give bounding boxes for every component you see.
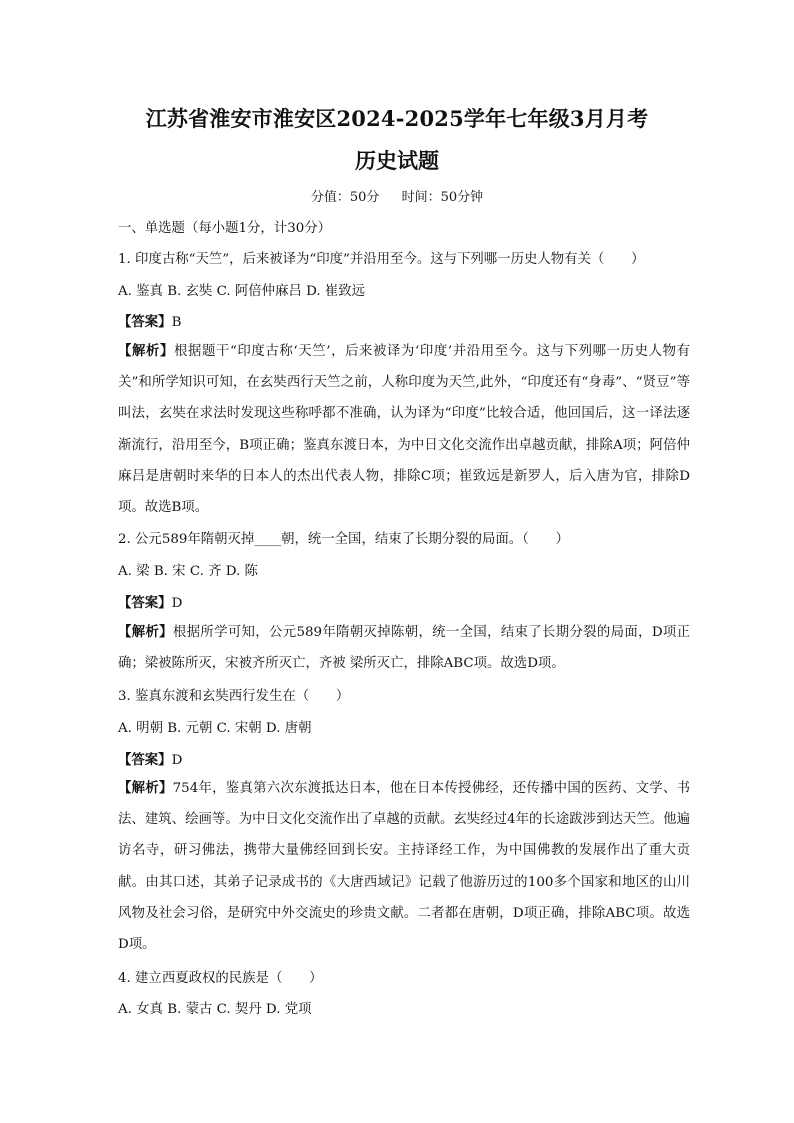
analysis-text: 754年，鉴真第六次东渡抵达日本，他在日本传授佛经，还传播中国的医药、文学、书法、建筑、绘画等。为中日文化交流作出了卓越的贡献。玄奘经过4年的长途跋涉到达天竺。他遍访名寺，研习佛法，携带大量佛经回到长安。主持译经工作，为中国佛教的发展作出了重大贡献。由其口述，其弟子记录成书的《大唐西域记》记载了他游历过的100多个国家和地区的山川风物及社会习俗，是研究中外交流史的珍贵文献。二者都在唐朝，D项正确，排除ABC项。故选D项。 bbox=[118, 781, 691, 953]
answer-row bbox=[118, 592, 688, 611]
question-options: A. 梁 B. 宋 C. 齐 D. 陈 bbox=[118, 564, 258, 579]
page-subtitle: 历史试题 bbox=[355, 148, 439, 173]
section-heading: 一、单选题（每小题1分，计30分） bbox=[118, 221, 332, 236]
analysis-label: 【解析】 bbox=[118, 624, 173, 640]
answer-label: 【答案】 bbox=[118, 752, 172, 768]
analysis-block bbox=[118, 336, 690, 523]
question-stem: 1. 印度古称“天竺”，后来被译为“印度”并沿用至今。这与下列哪一历史人物有关（ ） bbox=[118, 252, 645, 267]
answer-value: D bbox=[171, 753, 183, 768]
answer-row bbox=[118, 311, 688, 330]
score-info: 分值：50分 bbox=[310, 190, 380, 205]
analysis-text: 根据题干“印度古称‘天竺’，后来被译为‘印度’并沿用至今。这与下列哪一历史人物有关”和所学知识可知，在玄奘西行天竺之前，人称印度为天竺,此外，“印度还有“身毒”、“贤豆”等叫法，玄奘在求法时发现这些称呼都不准确，认为译为“印度”比较合适，他回国后，这一译法逐渐流行，沿用至今，B项正确；鉴真东渡日本，为中日文化交流作出卓越贡献，排除A项；阿倍仲麻吕是唐朝时来华的日本人的杰出代表人物，排除C项；崔致远是新罗人，后入唐为官，排除D项。故选B项。 bbox=[118, 344, 691, 516]
answer-value: B bbox=[171, 315, 182, 330]
analysis-block bbox=[118, 773, 690, 960]
page-title: 江苏省淮安市淮安区2024-2025学年七年级3月月考 bbox=[145, 106, 649, 131]
answer-label: 【答案】 bbox=[118, 314, 172, 330]
answer-value: D bbox=[171, 596, 183, 611]
analysis-label: 【解析】 bbox=[118, 780, 173, 796]
analysis-label: 【解析】 bbox=[118, 343, 174, 359]
question-options: A. 鉴真 B. 玄奘 C. 阿倍仲麻吕 D. 崔致远 bbox=[118, 284, 366, 299]
question-stem: 2. 公元589年隋朝灭掉____朝，统一全国，结束了长期分裂的局面。（ ） bbox=[118, 532, 569, 547]
answer-row bbox=[118, 749, 688, 768]
analysis-block bbox=[118, 617, 690, 679]
question-options: A. 女真 B. 蒙古 C. 契丹 D. 党项 bbox=[118, 1002, 312, 1017]
analysis-text: 根据所学可知，公元589年隋朝灭掉陈朝，统一全国，结束了长期分裂的局面，D项正确；梁被陈所灭，宋被齐所灭亡，齐被 梁所灭亡，排除ABC项。故选D项。 bbox=[118, 625, 691, 672]
answer-label: 【答案】 bbox=[118, 595, 172, 611]
question-stem: 3. 鉴真东渡和玄奘西行发生在（ ） bbox=[118, 689, 350, 704]
time-info: 时间：50分钟 bbox=[401, 190, 484, 205]
exam-meta bbox=[0, 186, 794, 205]
question-stem: 4. 建立西夏政权的民族是（ ） bbox=[118, 971, 323, 986]
question-options: A. 明朝 B. 元朝 C. 宋朝 D. 唐朝 bbox=[118, 721, 312, 736]
